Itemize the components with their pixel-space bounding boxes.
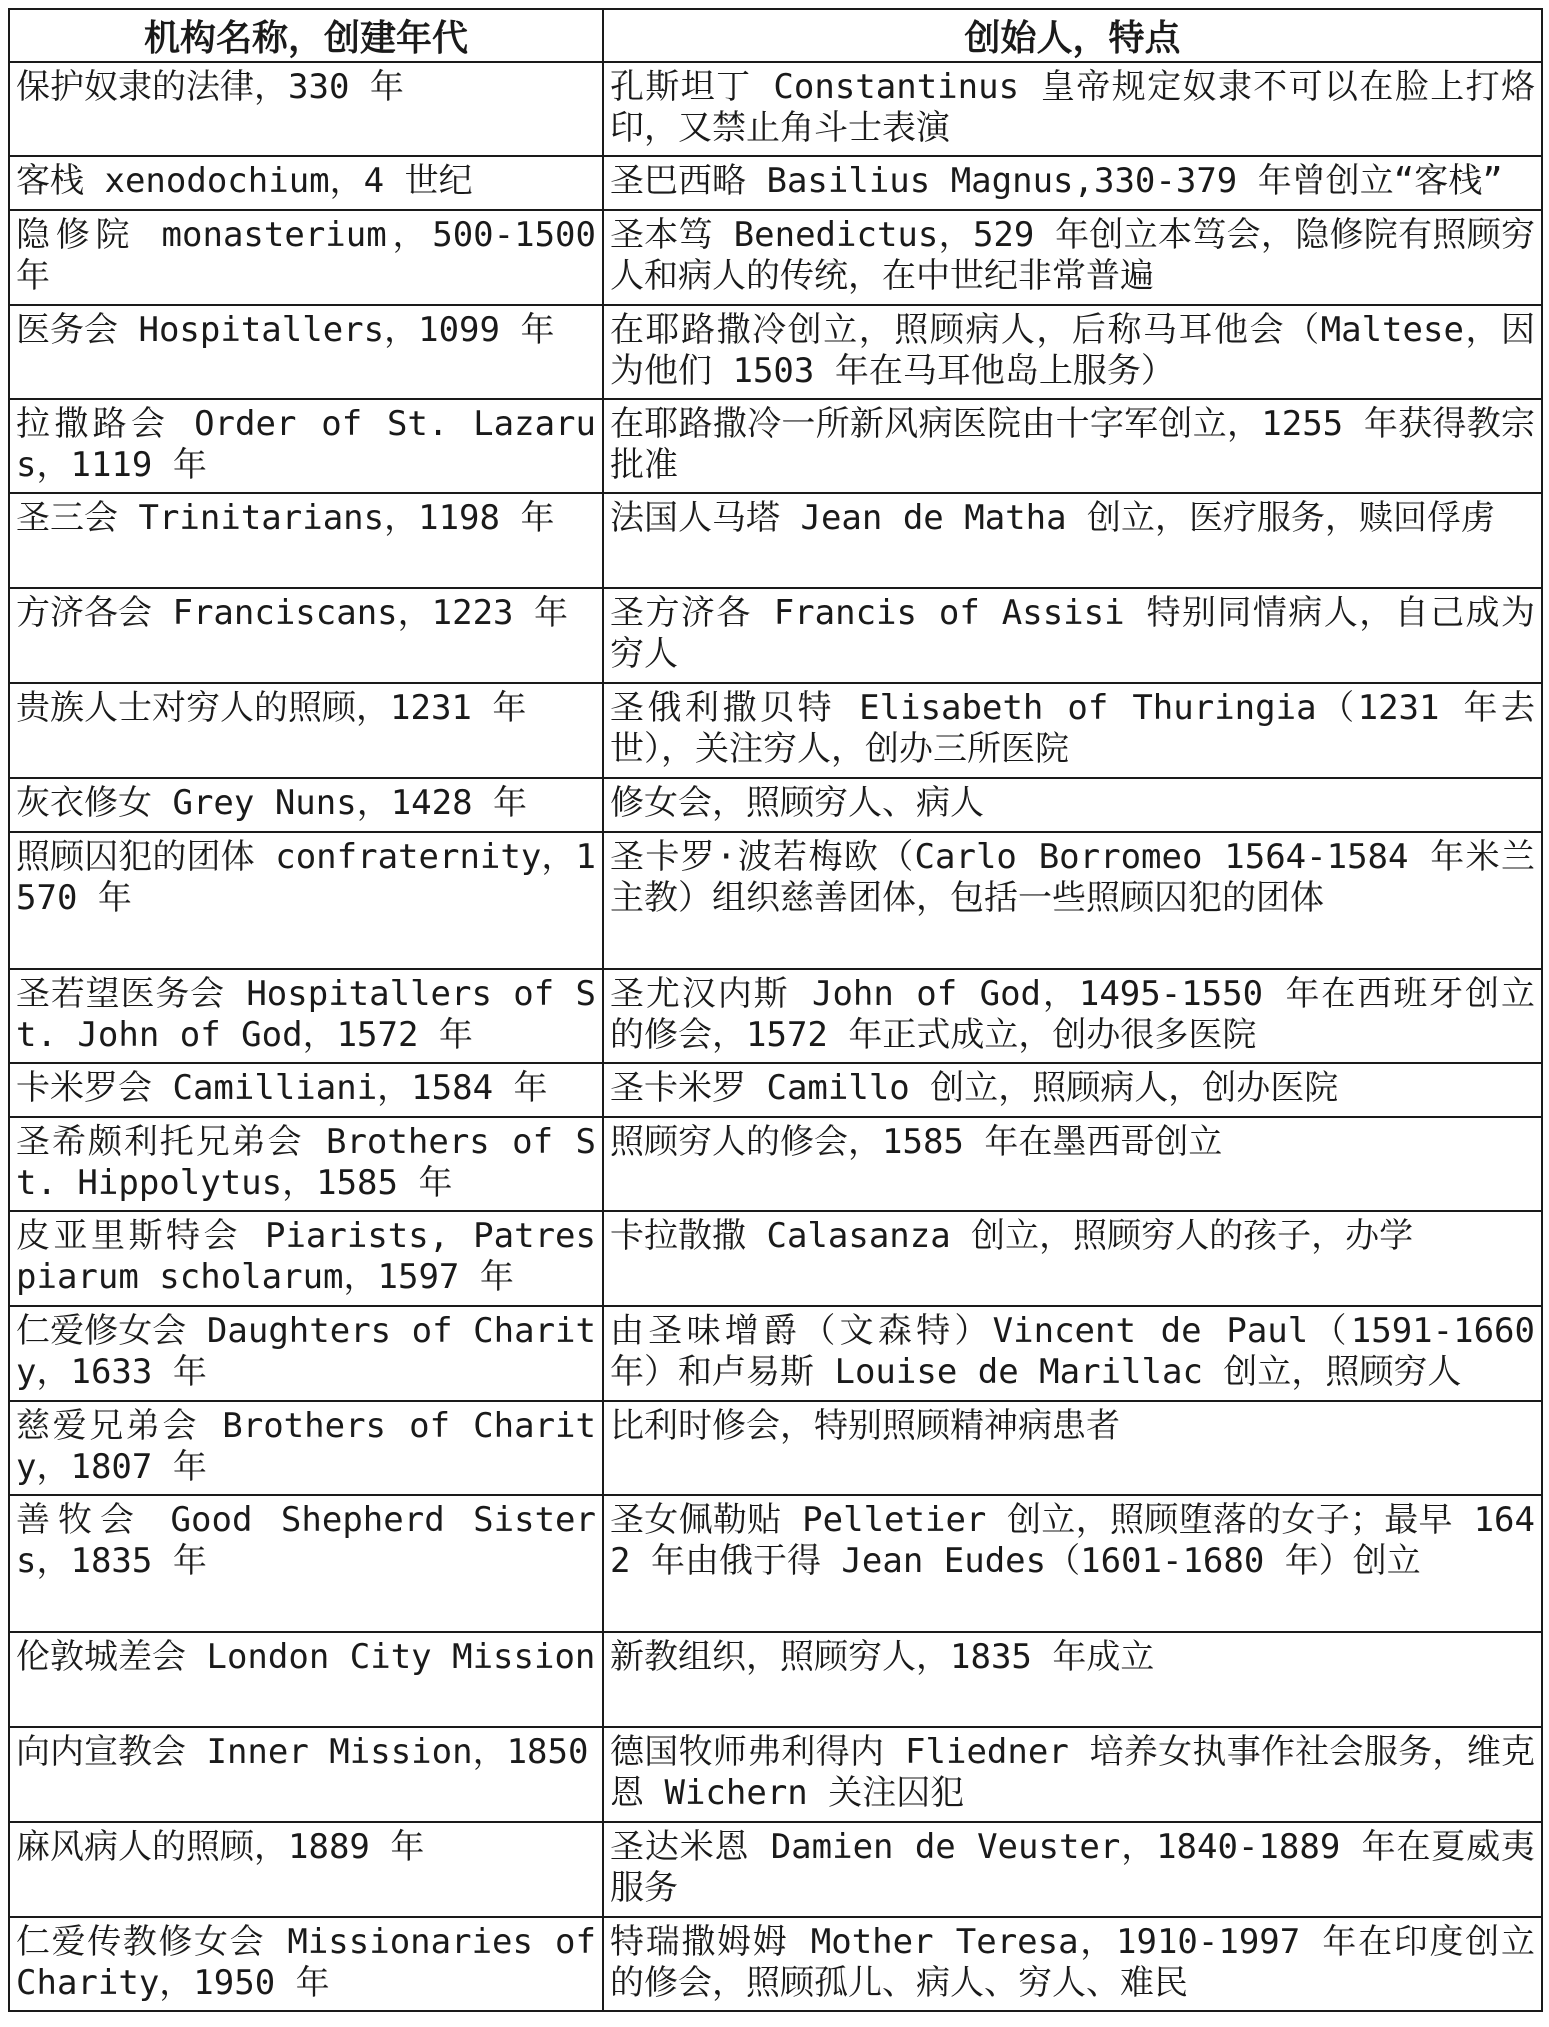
institution-cell: 拉撒路会 Order of St. Lazarus，1119 年 (9, 399, 603, 493)
institution-cell: 隐修院 monasterium，500-1500 年 (9, 210, 603, 305)
table-row (9, 210, 1542, 305)
institution-cell: 向内宣教会 Inner Mission，1850 (9, 1727, 603, 1822)
institution-cell: 医务会 Hospitallers，1099 年 (9, 305, 603, 399)
founder-cell: 德国牧师弗利得内 Fliedner 培养女执事作社会服务，维克恩 Wichern 关注囚犯 (603, 1727, 1542, 1822)
institution-cell: 圣若望医务会 Hospitallers of St. John of God，1572 年 (9, 969, 603, 1063)
table-row (9, 1727, 1542, 1822)
founder-cell: 圣卡米罗 Camillo 创立，照顾病人，创办医院 (603, 1063, 1542, 1117)
table-row (9, 1401, 1542, 1495)
institutions-table (8, 8, 1543, 2012)
table-row (9, 1822, 1542, 1917)
founder-cell: 由圣味增爵（文森特）Vincent de Paul（1591-1660 年）和卢易斯 Louise de Marillac 创立，照顾穷人 (603, 1306, 1542, 1401)
founder-cell: 在耶路撒冷一所新风病医院由十字军创立，1255 年获得教宗批准 (603, 399, 1542, 493)
founder-cell: 孔斯坦丁 Constantinus 皇帝规定奴隶不可以在脸上打烙印，又禁止角斗士表演 (603, 62, 1542, 156)
founder-cell: 圣巴西略 Basilius Magnus,330-379 年曾创立“客栈” (603, 156, 1542, 210)
header-institution: 机构名称，创建年代 (9, 9, 603, 62)
institution-cell: 灰衣修女 Grey Nuns，1428 年 (9, 778, 603, 832)
founder-cell: 圣女佩勒贴 Pelletier 创立，照顾堕落的女子；最早 1642 年由俄于得 Jean Eudes（1601-1680 年）创立 (603, 1495, 1542, 1632)
table-row (9, 493, 1542, 588)
institution-cell: 卡米罗会 Camilliani，1584 年 (9, 1063, 603, 1117)
institution-cell: 仁爱传教修女会 Missionaries of Charity，1950 年 (9, 1917, 603, 2011)
founder-cell: 圣俄利撒贝特 Elisabeth of Thuringia（1231 年去世），关注穷人，创办三所医院 (603, 683, 1542, 778)
table-row (9, 156, 1542, 210)
table-row (9, 969, 1542, 1063)
founder-cell: 圣达米恩 Damien de Veuster，1840-1889 年在夏威夷服务 (603, 1822, 1542, 1917)
header-founder: 创始人，特点 (603, 9, 1542, 62)
founder-cell: 圣卡罗·波若梅欧（Carlo Borromeo 1564-1584 年米兰主教）组织慈善团体，包括一些照顾囚犯的团体 (603, 832, 1542, 969)
table-row (9, 588, 1542, 683)
institution-cell: 圣三会 Trinitarians，1198 年 (9, 493, 603, 588)
institution-cell: 皮亚里斯特会 Piarists, Patres piarum scholarum，1597 年 (9, 1211, 603, 1306)
institution-cell: 客栈 xenodochium，4 世纪 (9, 156, 603, 210)
table-row (9, 1117, 1542, 1211)
document-page (8, 8, 1541, 2012)
table-row (9, 1306, 1542, 1401)
table-row (9, 399, 1542, 493)
founder-cell: 圣尤汉内斯 John of God，1495-1550 年在西班牙创立的修会，1572 年正式成立，创办很多医院 (603, 969, 1542, 1063)
institution-cell: 圣希颇利托兄弟会 Brothers of St. Hippolytus，1585 年 (9, 1117, 603, 1211)
founder-cell: 照顾穷人的修会，1585 年在墨西哥创立 (603, 1117, 1542, 1211)
table-row (9, 1917, 1542, 2011)
founder-cell: 比利时修会，特别照顾精神病患者 (603, 1401, 1542, 1495)
institution-cell: 善牧会 Good Shepherd Sisters，1835 年 (9, 1495, 603, 1632)
table-row (9, 305, 1542, 399)
founder-cell: 在耶路撒冷创立，照顾病人，后称马耳他会（Maltese，因为他们 1503 年在马耳他岛上服务） (603, 305, 1542, 399)
institution-cell: 慈爱兄弟会 Brothers of Charity，1807 年 (9, 1401, 603, 1495)
table-body (9, 62, 1542, 2011)
institution-cell: 照顾囚犯的团体 confraternity，1570 年 (9, 832, 603, 969)
founder-cell: 圣本笃 Benedictus，529 年创立本笃会，隐修院有照顾穷人和病人的传统，在中世纪非常普遍 (603, 210, 1542, 305)
founder-cell: 特瑞撒姆姆 Mother Teresa，1910-1997 年在印度创立的修会，照顾孤儿、病人、穷人、难民 (603, 1917, 1542, 2011)
table-row (9, 832, 1542, 969)
table-row (9, 1632, 1542, 1727)
institution-cell: 伦敦城差会 London City Mission (9, 1632, 603, 1727)
table-row (9, 1063, 1542, 1117)
table-row (9, 1495, 1542, 1632)
table-row (9, 683, 1542, 778)
header-row (9, 9, 1542, 62)
institution-cell: 麻风病人的照顾，1889 年 (9, 1822, 603, 1917)
institution-cell: 方济各会 Franciscans，1223 年 (9, 588, 603, 683)
institution-cell: 贵族人士对穷人的照顾，1231 年 (9, 683, 603, 778)
table-row (9, 778, 1542, 832)
founder-cell: 圣方济各 Francis of Assisi 特别同情病人，自己成为穷人 (603, 588, 1542, 683)
table-row (9, 1211, 1542, 1306)
founder-cell: 卡拉散撒 Calasanza 创立，照顾穷人的孩子，办学 (603, 1211, 1542, 1306)
table-row (9, 62, 1542, 156)
institution-cell: 仁爱修女会 Daughters of Charity，1633 年 (9, 1306, 603, 1401)
institution-cell: 保护奴隶的法律，330 年 (9, 62, 603, 156)
founder-cell: 新教组织，照顾穷人，1835 年成立 (603, 1632, 1542, 1727)
founder-cell: 法国人马塔 Jean de Matha 创立，医疗服务，赎回俘虏 (603, 493, 1542, 588)
founder-cell: 修女会，照顾穷人、病人 (603, 778, 1542, 832)
